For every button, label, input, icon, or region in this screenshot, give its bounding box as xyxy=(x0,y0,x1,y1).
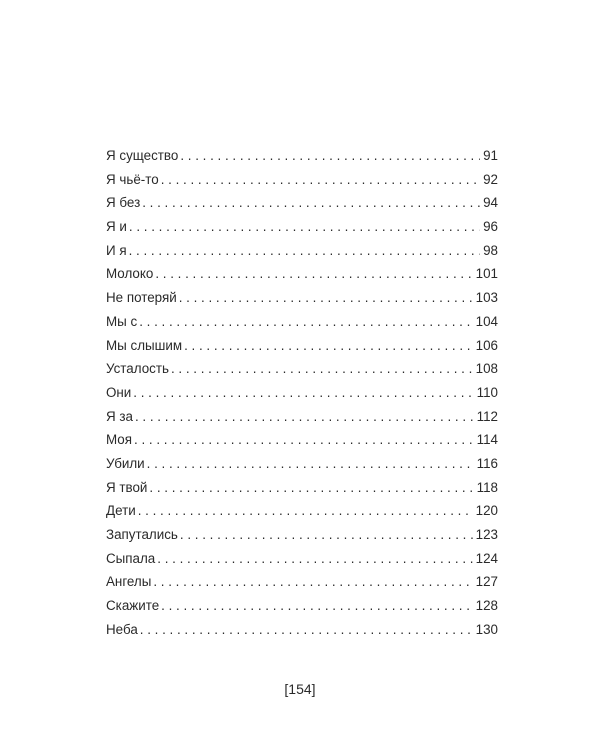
toc-entry-page: 112 xyxy=(476,408,498,424)
toc-leader-dots xyxy=(153,570,472,594)
toc-leader-dots xyxy=(147,452,474,476)
toc-entry xyxy=(106,357,498,381)
toc-leader-dots xyxy=(155,262,472,286)
toc-entry-title: Дети xyxy=(106,503,136,519)
toc-entry xyxy=(106,310,498,334)
toc-entry xyxy=(106,428,498,452)
toc-leader-dots xyxy=(180,523,473,547)
toc-entry-page: 128 xyxy=(475,598,498,614)
toc-entry-page: 104 xyxy=(475,313,498,329)
toc-entry-title: Я за xyxy=(106,408,133,424)
toc-entry-title: Не потеряй xyxy=(106,290,177,306)
toc-leader-dots xyxy=(133,381,473,405)
toc-entry xyxy=(106,405,498,429)
toc-entry xyxy=(106,523,498,547)
toc-leader-dots xyxy=(161,168,480,192)
toc-entry-title: Я существо xyxy=(106,148,179,163)
toc-entry-page: 124 xyxy=(475,550,498,566)
toc-leader-dots xyxy=(179,286,473,310)
toc-entry-page: 127 xyxy=(475,574,498,590)
toc-entry-page: 92 xyxy=(483,171,498,187)
toc-leader-dots xyxy=(129,239,480,263)
toc-leader-dots xyxy=(157,547,472,571)
toc-entry-title: И я xyxy=(106,242,127,258)
toc-entry-title: Они xyxy=(106,384,132,400)
toc-entry-page: 130 xyxy=(475,621,498,637)
page-number: [154] xyxy=(284,681,316,697)
toc-entry-title: Запутались xyxy=(106,527,178,542)
toc-leader-dots xyxy=(138,499,473,523)
toc-entry-title: Я твой xyxy=(106,479,148,495)
toc-entry xyxy=(106,381,498,405)
toc-entry-title: Ангелы xyxy=(106,574,152,590)
toc-entry xyxy=(106,215,498,239)
toc-entry xyxy=(106,618,498,642)
toc-entry-title: Усталость xyxy=(106,361,169,377)
toc-entry-page: 103 xyxy=(475,290,498,306)
toc-entry-title: Молоко xyxy=(106,266,154,282)
toc-entry xyxy=(106,476,498,500)
toc-leader-dots xyxy=(184,334,473,358)
toc-entry-page: 106 xyxy=(475,337,498,353)
toc-entry xyxy=(106,547,498,571)
toc-entry-title: Мы с xyxy=(106,313,138,329)
toc-entry-title: Сыпала xyxy=(106,550,156,566)
toc-entry-page: 120 xyxy=(475,503,498,519)
toc-entry-title: Моя xyxy=(106,432,133,448)
toc-entry-title: Мы слышим xyxy=(106,337,183,353)
toc-entry xyxy=(106,334,498,358)
toc-entry-title: Убили xyxy=(106,455,145,471)
toc-leader-dots xyxy=(134,428,474,452)
toc-leader-dots xyxy=(161,594,473,618)
toc-entry-page: 98 xyxy=(483,242,498,258)
toc-entry-page: 94 xyxy=(483,195,498,211)
toc-entry-title: Неба xyxy=(106,621,138,637)
toc-leader-dots xyxy=(149,476,473,500)
toc-entry xyxy=(106,286,498,310)
toc-leader-dots xyxy=(140,618,473,642)
toc-entry-page: 96 xyxy=(483,219,498,235)
toc-entry-page: 123 xyxy=(475,527,498,542)
toc-entry-page: 108 xyxy=(475,361,498,377)
toc-entry-title: Я и xyxy=(106,219,127,235)
toc-leader-dots xyxy=(129,215,480,239)
toc-entry xyxy=(106,239,498,263)
toc-leader-dots xyxy=(135,405,474,429)
toc-entry xyxy=(106,144,498,168)
toc-leader-dots xyxy=(171,357,473,381)
toc-entry-page: 91 xyxy=(483,148,498,163)
toc-entry-title: Скажите xyxy=(106,598,160,614)
toc-entry xyxy=(106,191,498,215)
toc-entry xyxy=(106,452,498,476)
toc-entry xyxy=(106,168,498,192)
toc-entry xyxy=(106,499,498,523)
toc-entry-title: Я чьё-то xyxy=(106,171,159,187)
toc-entry-title: Я без xyxy=(106,195,141,211)
toc-leader-dots xyxy=(139,310,472,334)
toc-entry-page: 116 xyxy=(476,455,498,471)
toc-entry xyxy=(106,594,498,618)
toc-entry-page: 101 xyxy=(475,266,498,282)
toc-entry xyxy=(106,262,498,286)
table-of-contents xyxy=(106,144,498,641)
toc-entry-page: 118 xyxy=(476,479,498,495)
toc-leader-dots xyxy=(142,191,480,215)
toc-leader-dots xyxy=(180,144,480,168)
toc-entry xyxy=(106,570,498,594)
toc-entry-page: 114 xyxy=(476,432,498,448)
toc-entry-page: 110 xyxy=(476,384,498,400)
